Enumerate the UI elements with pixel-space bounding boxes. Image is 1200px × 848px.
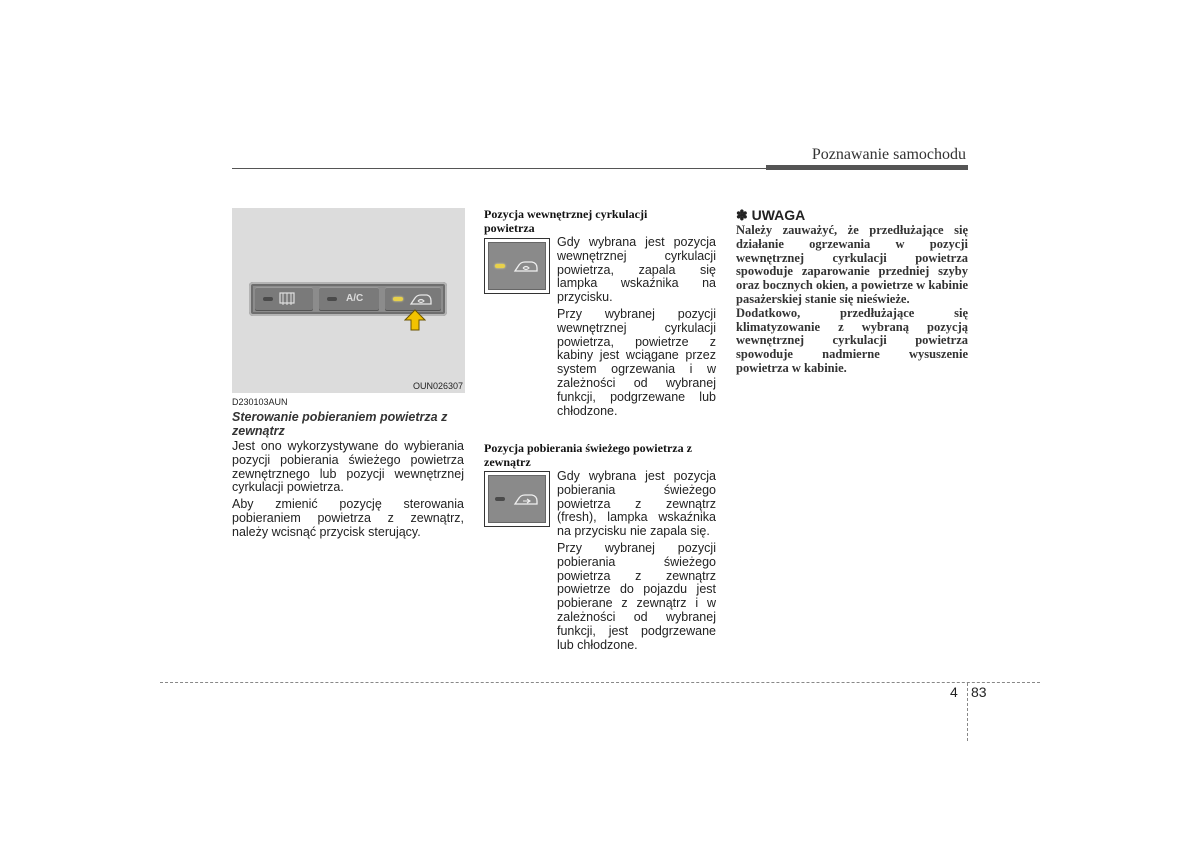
- rear-defrost-button: [255, 287, 313, 311]
- ac-button: [319, 287, 379, 311]
- recirculation-button: [385, 287, 441, 311]
- recirculation-indicator-lamp: [495, 264, 505, 268]
- rear-defrost-indicator: [263, 297, 273, 301]
- ac-indicator: [327, 297, 337, 301]
- fresh-air-indicator-lamp: [495, 497, 505, 501]
- note-paragraph-1: Należy zauważyć, że przedłużające się działanie ogrzewania w pozycji wewnętrznej cyrkulacji powietrza spowoduje zaparowanie przedniej szyby oraz bocznych okien, a powietrze w kabinie pasażerskiej stanie się nieświeże.: [736, 223, 968, 306]
- left-paragraph-2: Aby zmienić pozycję sterowania pobieraniem powietrza z zewnątrz, należy wcisnąć przycisk sterujący.: [232, 497, 464, 539]
- recirculation-icon: [409, 292, 433, 306]
- recirculation-icon: [513, 259, 539, 273]
- recirculation-paragraph-2: Przy wybranej pozycji wewnętrznej cyrkulacji powietrza, powietrze z kabiny jest wciągane przez system ogrzewania i w zależności od wybranej funkcji, podgrzewane lub chłodzone.: [557, 307, 716, 418]
- recirculation-paragraph-1: Gdy wybrana jest pozycja wewnętrznej cyrkulacji powietrza, zapala się lampka wskaźnika na przycisku.: [557, 235, 716, 305]
- recirculation-indicator: [393, 297, 403, 301]
- note-heading: ✽ UWAGA: [736, 207, 806, 223]
- left-paragraph-1: Jest ono wykorzystywane do wybierania pozycji pobierania świeżego powietrza zewnętrznego lub pozycji wewnętrznej cyrkulacji powietrza.: [232, 439, 464, 495]
- recirculation-icon-box: [484, 238, 550, 294]
- header-rule: [232, 168, 766, 169]
- section-subheading: Sterowanie pobieraniem powietrza z zewnątrz: [232, 410, 448, 438]
- footer-rule: [160, 682, 1040, 683]
- page-number: 83: [971, 684, 987, 700]
- fresh-air-icon-box: [484, 471, 550, 527]
- footer-divider: [967, 683, 968, 741]
- fresh-air-heading: Pozycja pobierania świeżego powietrza z zewnątrz: [484, 441, 692, 469]
- up-arrow-icon: [404, 309, 426, 331]
- rear-defrost-icon: [279, 292, 295, 306]
- fresh-air-paragraph-1: Gdy wybrana jest pozycja pobierania świeżego powietrza z zewnątrz (fresh), lampka wskaźnika na przycisku nie zapala się.: [557, 469, 716, 539]
- fresh-air-paragraph-2: Przy wybranej pozycji pobierania świeżego powietrza z zewnątrz powietrze do pojazdu jest pobierane z zewnątrz i w zależności od wybranej funkcji, jest podgrzewane lub chłodzone.: [557, 541, 716, 652]
- ac-label: A/C: [346, 293, 364, 304]
- page-header-title: Poznawanie samochodu: [811, 146, 966, 163]
- header-rule-accent: [766, 165, 968, 170]
- control-panel-photo: [232, 208, 465, 393]
- note-paragraph-2: Dodatkowo, przedłużające się klimatyzowanie z wybraną pozycją wewnętrznej cyrkulacji powietrza spowoduje nadmierne wysuszenie powietrza w kabinie.: [736, 305, 968, 375]
- note-body: [736, 224, 968, 376]
- chapter-number: 4: [950, 684, 958, 700]
- fresh-air-icon: [513, 492, 539, 506]
- recirculation-heading: Pozycja wewnętrznej cyrkulacji powietrza: [484, 207, 648, 235]
- section-code: D230103AUN: [232, 397, 288, 407]
- photo-code: OUN026307: [412, 381, 463, 391]
